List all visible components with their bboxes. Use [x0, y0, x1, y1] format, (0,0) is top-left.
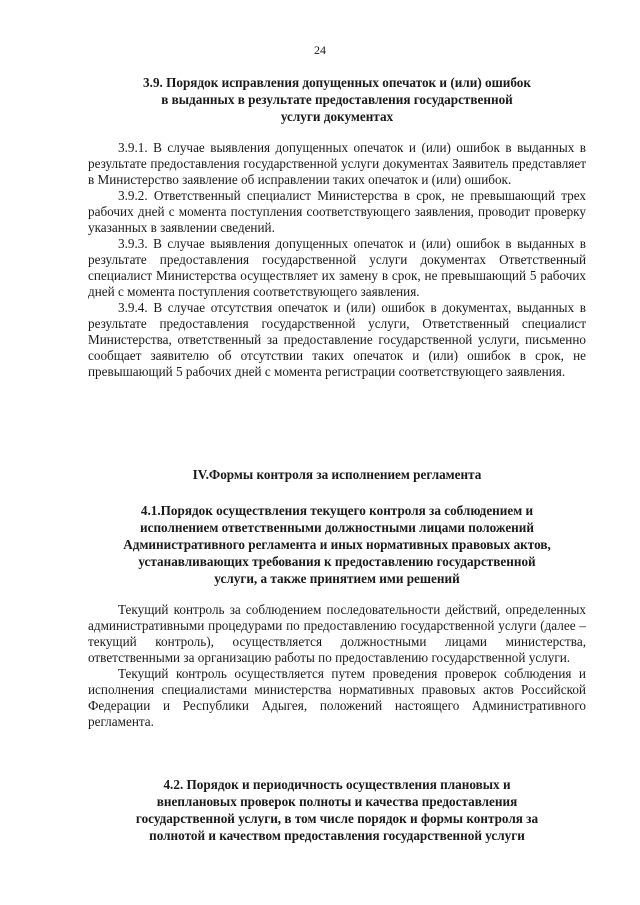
heading-line: услуги, а также принятием ими решений	[214, 571, 460, 586]
paragraph-3-9-4: 3.9.4. В случае отсутствия опечаток и (или) ошибок в документах, выданных в результате предоставления государственной услуги, Ответственный специалист Министерства, ответственный за предоставление государственной услуги, письменно сообщает заявителю об отсутствии таких опечаток и (или) ошибок в срок, не превышающий 5 рабочих дней с момента регистрации соответствующего заявления.	[88, 300, 586, 379]
heading-line: государственной услуги, в том числе порядок и формы контроля за	[135, 811, 539, 826]
paragraph-3-9-1: 3.9.1. В случае выявления допущенных опечаток и (или) ошибок в выданных в результате предоставления государственной услуги документах Заявитель представляет в Министерство заявление об исправлении таких опечаток и (или) ошибок.	[88, 140, 586, 187]
paragraph-3-9-2: 3.9.2. Ответственный специалист Министерства в срок, не превышающий трех рабочих дней с момента поступления соответствующего заявления, проводит проверку указанных в заявлении сведений.	[88, 188, 586, 235]
paragraph-3-9-3: 3.9.3. В случае выявления допущенных опечаток и (или) ошибок в выданных в результате предоставления государственной услуги документах Ответственный специалист Министерства осуществляет их замену в срок, не превышающий 5 рабочих дней с момента поступления соответствующего заявления.	[88, 236, 586, 299]
heading-line: устанавливающих требования к предоставлению государственной	[138, 554, 536, 569]
heading-line: 4.1.Порядок осуществления текущего контроля за соблюдением и	[140, 503, 534, 518]
heading-line: услуги документах	[280, 109, 394, 124]
section-4-1-heading	[88, 502, 586, 587]
paragraph-current-control: Текущий контроль за соблюдением последовательности действий, определенных административными процедурами по предоставлению государственной услуги (далее – текущий контроль), осуществляется должностными лицами министерства, ответственными за организацию работы по предоставлению государственной услуги.	[88, 602, 586, 665]
heading-line: 4.2. Порядок и периодичность осуществления плановых и	[163, 777, 511, 792]
heading-line: полнотой и качеством предоставления государственной услуги	[149, 828, 525, 843]
section-3-9-body	[88, 140, 586, 380]
heading-line: исполнением ответственными должностными лицами положений	[140, 520, 534, 535]
section-4-2-heading	[88, 776, 586, 844]
section-iv-heading: IV.Формы контроля за исполнением регламента	[192, 467, 482, 482]
paragraph-control-method: Текущий контроль осуществляется путем проведения проверок соблюдения и исполнения специалистами министерства нормативных правовых актов Российской Федерации и Республики Адыгея, положений настоящего Административного регламента.	[88, 666, 586, 729]
page-number: 24	[314, 43, 326, 57]
section-4-1-body	[88, 602, 586, 730]
heading-line: 3.9. Порядок исправления допущенных опечаток и (или) ошибок	[143, 75, 531, 90]
heading-line: внеплановых проверок полноты и качества предоставления	[156, 794, 518, 809]
heading-line: Административного регламента и иных нормативных правовых актов,	[123, 537, 551, 552]
heading-line: в выданных в результате предоставления государственной	[161, 92, 513, 107]
section-3-9-heading	[88, 74, 586, 125]
